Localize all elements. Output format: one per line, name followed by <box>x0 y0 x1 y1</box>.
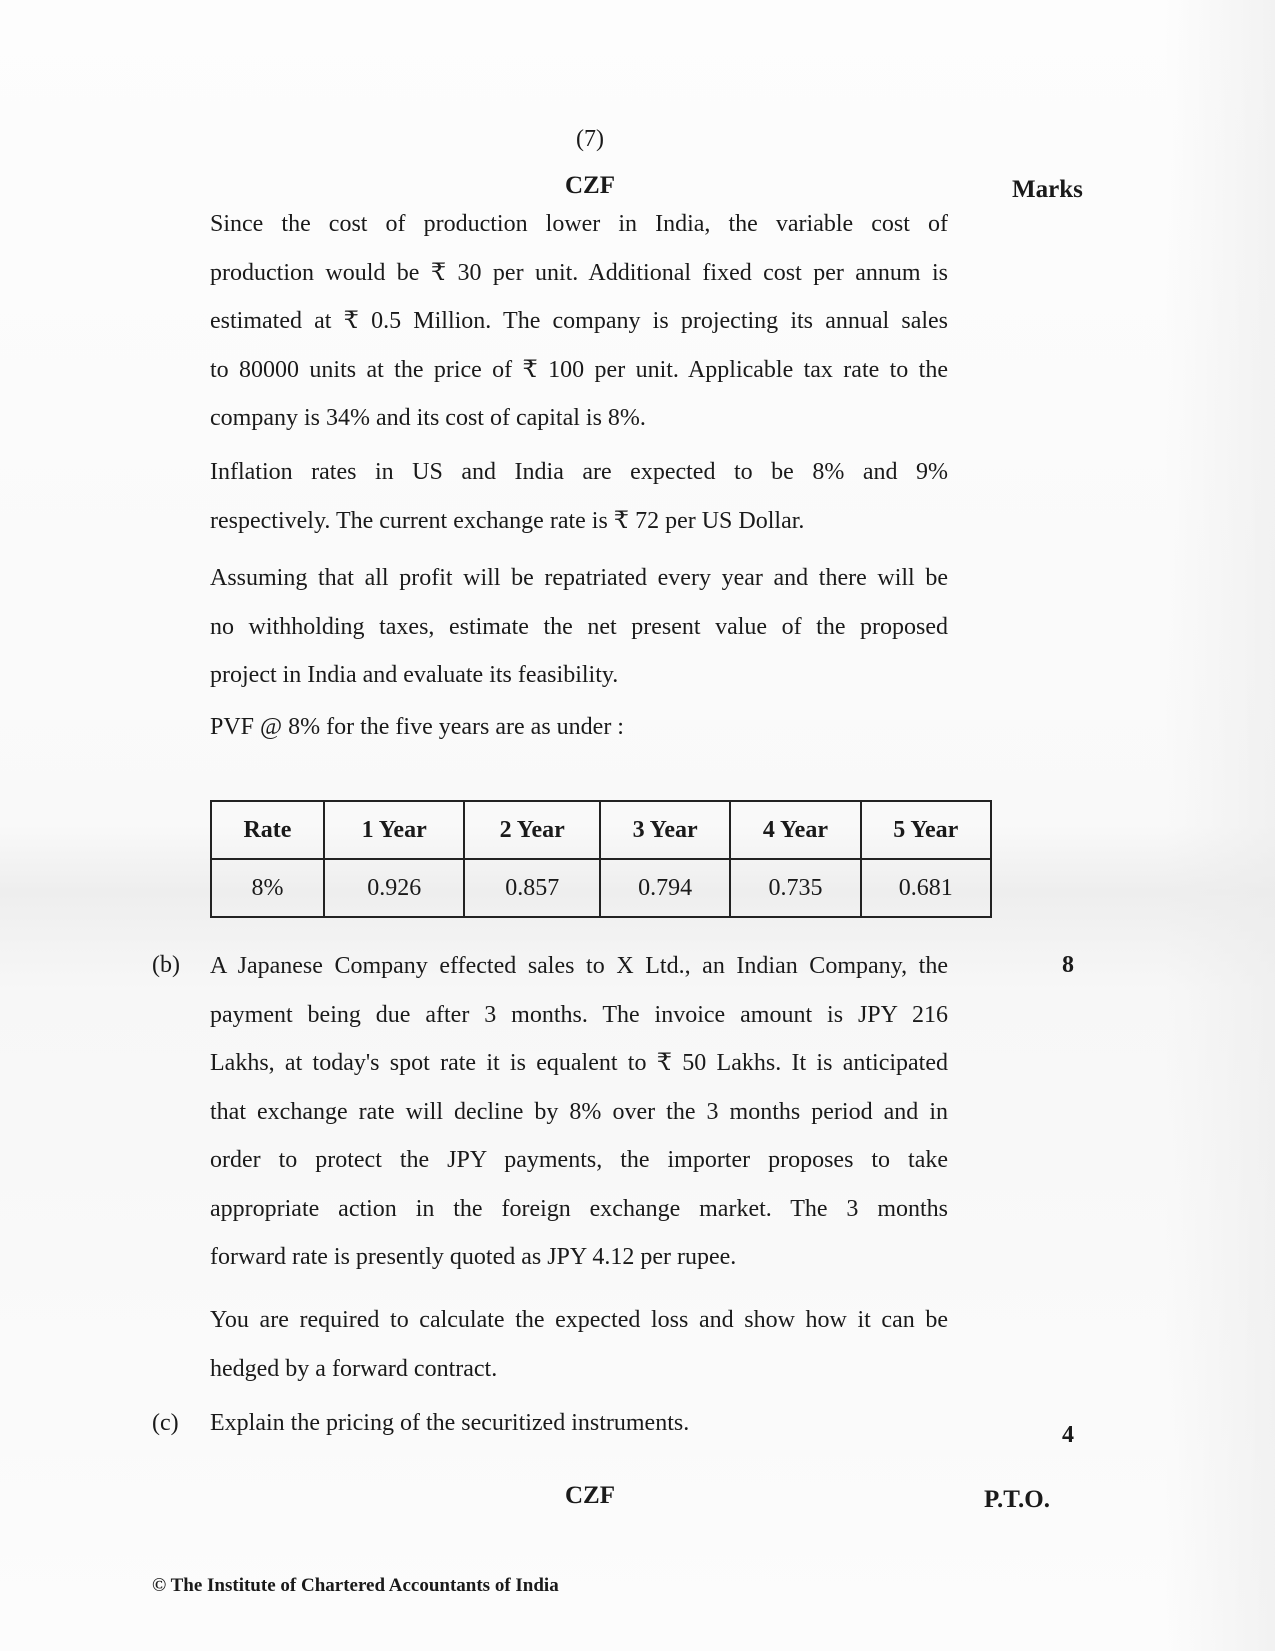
text-line: You are required to calculate the expected loss and show how it can be <box>210 1307 948 1333</box>
text-line: hedged by a forward contract. <box>210 1355 498 1382</box>
text-line: payment being due after 3 months. The invoice amount is JPY 216 <box>210 1001 948 1028</box>
text-line: no withholding taxes, estimate the net present value of the proposed <box>210 613 948 640</box>
text-line: estimated at ₹ 0.5 Million. The company is projecting its annual sales <box>210 308 948 334</box>
text-line: Lakhs, at today's spot rate it is equalent to ₹ 50 Lakhs. It is anticipated <box>210 1050 948 1076</box>
pvf-cell: 0.926 <box>324 859 465 917</box>
text-line: forward rate is presently quoted as JPY 4.12 per rupee. <box>210 1244 737 1270</box>
question-b-paragraph-1 <box>210 942 948 1282</box>
text-line: company is 34% and its cost of capital is 8%. <box>210 405 646 431</box>
pvf-cell: 8% <box>211 859 324 917</box>
pto-note: P.T.O. <box>984 1486 1050 1513</box>
copyright-notice: © The Institute of Chartered Accountants of India <box>152 1575 559 1596</box>
pvf-table <box>210 800 992 918</box>
question-c-text: Explain the pricing of the securitized instruments. <box>210 1410 690 1436</box>
pvf-header-cell: Rate <box>211 801 324 859</box>
text-line: Inflation rates in US and India are expected to be 8% and 9% <box>210 459 948 485</box>
question-c-label: (c) <box>152 1410 179 1436</box>
question-c-marks: 4 <box>1062 1422 1074 1448</box>
pvf-cell: 0.681 <box>861 859 991 917</box>
text-line: appropriate action in the foreign exchange market. The 3 months <box>210 1195 948 1222</box>
text-line: Since the cost of production lower in India, the variable cost of <box>210 211 948 237</box>
text-line: A Japanese Company effected sales to X Ltd., an Indian Company, the <box>210 953 948 979</box>
pvf-table-header-row <box>211 801 991 859</box>
pvf-intro: PVF @ 8% for the five years are as under : <box>210 714 624 740</box>
question-b-marks: 8 <box>1062 952 1074 978</box>
scan-shadow <box>1165 0 1275 1651</box>
text-line: that exchange rate will decline by 8% over the 3 months period and in <box>210 1098 948 1125</box>
marks-heading: Marks <box>1012 176 1083 203</box>
pvf-header-cell: 3 Year <box>600 801 730 859</box>
pvf-header-cell: 2 Year <box>464 801 599 859</box>
pvf-table-row <box>211 859 991 917</box>
paper-code-header: CZF <box>565 172 615 199</box>
question-b-paragraph-2 <box>210 1296 948 1393</box>
pvf-header-cell: 4 Year <box>730 801 860 859</box>
text-line: production would be ₹ 30 per unit. Additional fixed cost per annum is <box>210 259 948 286</box>
text-line: Assuming that all profit will be repatriated every year and there will be <box>210 565 948 591</box>
question-a-paragraph-3 <box>210 554 948 700</box>
paper-code-footer: CZF <box>565 1482 615 1509</box>
pvf-cell: 0.857 <box>464 859 599 917</box>
text-line: respectively. The current exchange rate is ₹ 72 per US Dollar. <box>210 507 805 534</box>
question-b-label: (b) <box>152 952 180 978</box>
text-line: project in India and evaluate its feasibility. <box>210 662 619 688</box>
pvf-cell: 0.735 <box>730 859 860 917</box>
question-a-paragraph-1 <box>210 200 948 443</box>
pvf-header-cell: 1 Year <box>324 801 465 859</box>
question-a-paragraph-2 <box>210 448 948 545</box>
text-line: to 80000 units at the price of ₹ 100 per unit. Applicable tax rate to the <box>210 356 948 383</box>
text-line: order to protect the JPY payments, the importer proposes to take <box>210 1147 948 1173</box>
pvf-cell: 0.794 <box>600 859 730 917</box>
page-number: (7) <box>576 126 604 152</box>
pvf-header-cell: 5 Year <box>861 801 991 859</box>
